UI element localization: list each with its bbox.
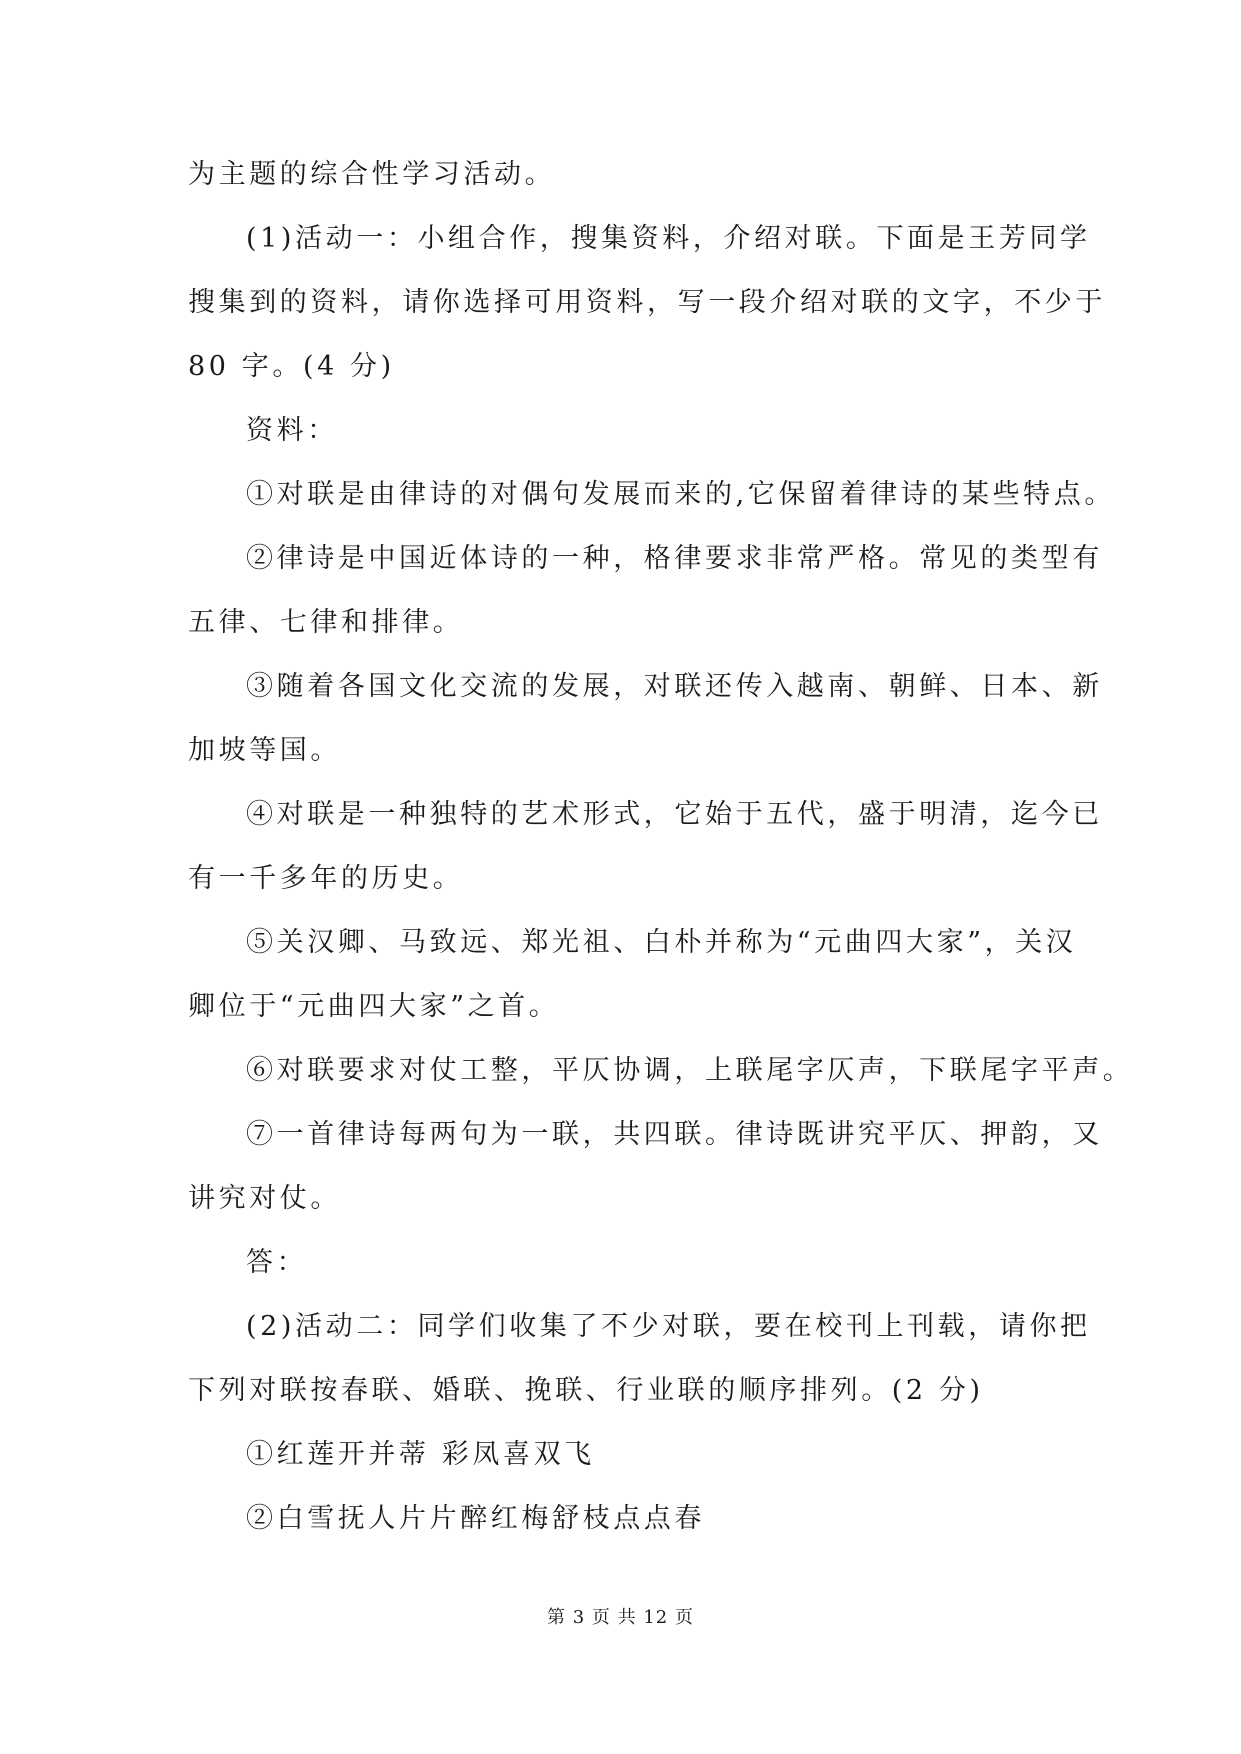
text-line: 加坡等国。 <box>188 735 341 766</box>
text-line: 卿位于“元曲四大家”之首。 <box>188 991 560 1022</box>
text-line: 搜集到的资料，请你选择可用资料，写一段介绍对联的文字，不少于 <box>188 287 1106 318</box>
materials-heading: 资料： <box>246 415 338 446</box>
question-2-prompt: (2)活动二：同学们收集了不少对联，要在校刊上刊载，请你把 <box>246 1311 1091 1342</box>
text-line: 80 字。(4 分) <box>188 351 395 382</box>
material-item-4: ④对联是一种独特的艺术形式，它始于五代，盛于明清，迄今已 <box>246 799 1103 830</box>
page-number-footer: 第 3 页 共 12 页 <box>547 1607 694 1628</box>
text-line: 下列对联按春联、婚联、挽联、行业联的顺序排列。(2 分) <box>188 1375 984 1406</box>
material-item-7: ⑦一首律诗每两句为一联，共四联。律诗既讲究平仄、押韵，又 <box>246 1119 1103 1150</box>
material-item-5: ⑤关汉卿、马致远、郑光祖、白朴并称为“元曲四大家”，关汉 <box>246 927 1077 958</box>
couplet-item-1: ①红莲开并蒂 彩凤喜双飞 <box>246 1439 595 1470</box>
question-1-prompt: (1)活动一：小组合作，搜集资料，介绍对联。下面是王芳同学 <box>246 223 1091 254</box>
text-line: 为主题的综合性学习活动。 <box>188 159 556 190</box>
text-line: 讲究对仗。 <box>188 1183 341 1214</box>
answer-label: 答： <box>246 1247 308 1278</box>
material-item-3: ③随着各国文化交流的发展，对联还传入越南、朝鲜、日本、新 <box>246 671 1103 702</box>
material-item-2: ②律诗是中国近体诗的一种，格律要求非常严格。常见的类型有 <box>246 543 1103 574</box>
material-item-6: ⑥对联要求对仗工整，平仄协调，上联尾字仄声，下联尾字平声。 <box>246 1055 1134 1086</box>
material-item-1: ①对联是由律诗的对偶句发展而来的,它保留着律诗的某些特点。 <box>246 479 1115 510</box>
text-line: 五律、七律和排律。 <box>188 607 464 638</box>
couplet-item-2: ②白雪抚人片片醉红梅舒枝点点春 <box>246 1503 705 1534</box>
text-line: 有一千多年的历史。 <box>188 863 464 894</box>
